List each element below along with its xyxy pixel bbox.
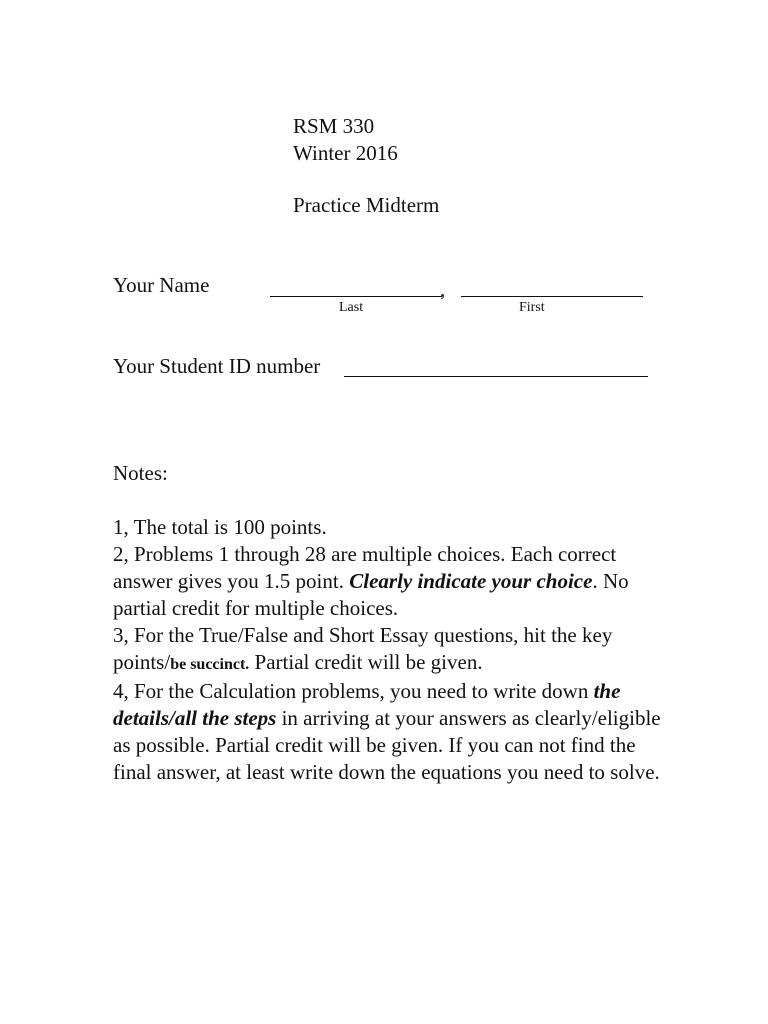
note-item-2 — [113, 541, 673, 622]
first-name-caption: First — [519, 300, 545, 315]
note-4-text: 4, For the Calculation problems, you need to write down — [113, 679, 594, 703]
student-id-label: Your Student ID number — [113, 354, 321, 378]
note-2-text: 2, Problems 1 through 28 are multiple choices. Each correct answer gives you 1.5 point. — [113, 542, 617, 593]
note-3-text: 3, For the True/False and Short Essay questions, hit the key points/ — [113, 623, 613, 674]
note-item-4 — [113, 678, 673, 786]
note-4-text-end: in arriving at your answers as clearly/eligible as possible. Partial credit will be given. If you can not find the final answer, at least write down the equations you need to solve. — [113, 706, 661, 784]
note-2-text-end: . No partial credit for multiple choices. — [113, 569, 629, 620]
student-id-blank[interactable] — [344, 376, 648, 377]
course-code: RSM 330 — [293, 114, 375, 138]
term: Winter 2016 — [293, 141, 398, 165]
first-name-blank[interactable] — [461, 296, 643, 297]
last-name-blank[interactable] — [270, 296, 442, 297]
note-2-emphasis: Clearly indicate your choice — [349, 569, 593, 593]
note-3-text-end: Partial credit will be given. — [249, 650, 483, 674]
notes-heading: Notes: — [113, 461, 168, 485]
note-3-emphasis: be succinct. — [170, 656, 250, 673]
exam-title: Practice Midterm — [293, 193, 440, 217]
name-label: Your Name — [113, 273, 210, 297]
course-header — [293, 113, 439, 219]
name-separator: , — [440, 277, 446, 301]
note-item-1: 1, The total is 100 points. — [113, 515, 327, 539]
notes-section — [113, 460, 673, 786]
last-name-caption: Last — [339, 300, 364, 315]
note-4-emphasis: the details/all the steps — [113, 679, 621, 730]
note-item-3 — [113, 622, 673, 678]
